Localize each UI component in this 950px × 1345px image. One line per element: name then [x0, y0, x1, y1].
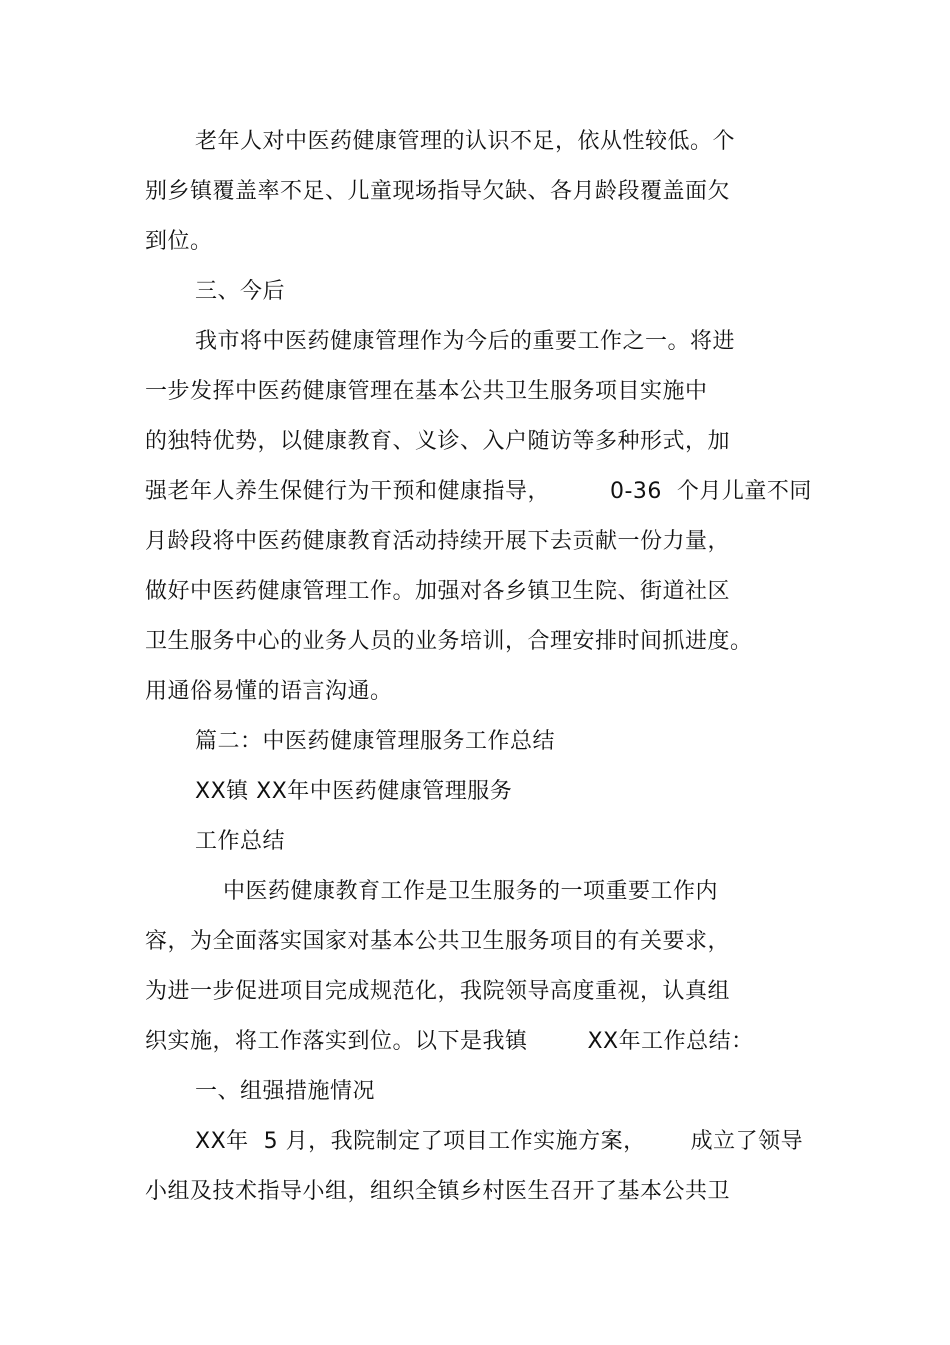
text-line: 我市将中医药健康管理作为今后的重要工作之一。将进	[195, 329, 736, 354]
text-line: 强老年人养生保健行为干预和健康指导， 0-36 个月儿童不同	[145, 479, 812, 504]
text-line: 的独特优势，以健康教育、义诊、入户随访等多种形式，加	[145, 429, 731, 454]
text-line: 小组及技术指导小组，组织全镇乡村医生召开了基本公共卫	[145, 1179, 731, 1204]
text-line: XX年 5 月，我院制定了项目工作实施方案， 成立了领导	[195, 1129, 804, 1154]
section-heading: 一、组强措施情况	[195, 1079, 376, 1104]
text-line: 做好中医药健康管理工作。加强对各乡镇卫生院、街道社区	[145, 579, 731, 604]
text-line: 别乡镇覆盖率不足、儿童现场指导欠缺、各月龄段覆盖面欠	[145, 179, 731, 204]
text-line: 月龄段将中医药健康教育活动持续开展下去贡献一份力量，	[145, 529, 731, 554]
text-line: 老年人对中医药健康管理的认识不足，依从性较低。个	[195, 129, 736, 154]
text-line: 到位。	[145, 229, 213, 254]
text-line: 卫生服务中心的业务人员的业务培训，合理安排时间抓进度。	[145, 629, 753, 654]
text-line: 织实施，将工作落实到位。以下是我镇 XX年工作总结：	[145, 1029, 754, 1054]
text-line: 用通俗易懂的语言沟通。	[145, 679, 393, 704]
text-line: 容，为全面落实国家对基本公共卫生服务项目的有关要求，	[145, 929, 731, 954]
document-subtitle: 工作总结	[195, 829, 286, 854]
section-heading: 三、今后	[195, 279, 286, 304]
text-line: 一步发挥中医药健康管理在基本公共卫生服务项目实施中	[145, 379, 708, 404]
section-heading: 篇二：中医药健康管理服务工作总结	[195, 729, 556, 754]
text-line: 中医药健康教育工作是卫生服务的一项重要工作内	[223, 879, 719, 904]
text-line: 为进一步促进项目完成规范化，我院领导高度重视，认真组	[145, 979, 731, 1004]
document-title: XX镇 XX年中医药健康管理服务	[195, 779, 513, 804]
